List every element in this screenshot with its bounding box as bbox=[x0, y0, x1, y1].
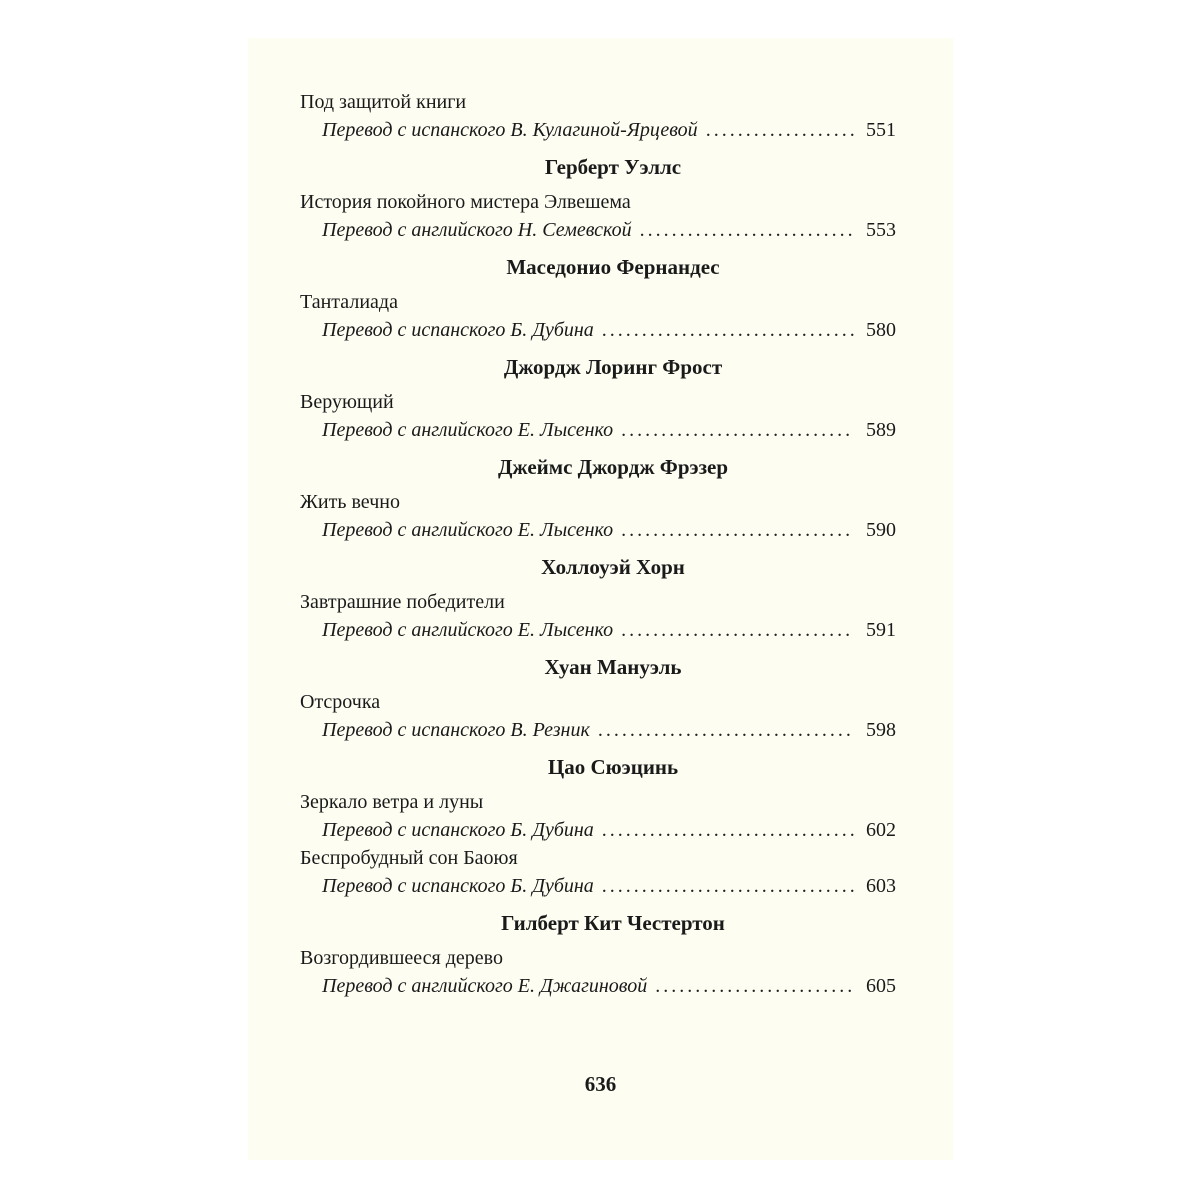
toc-entry-line bbox=[300, 416, 896, 444]
toc-author-heading: Цао Сюэцинь bbox=[547, 755, 679, 779]
dot-leader bbox=[706, 116, 854, 144]
toc-entry-line bbox=[300, 816, 896, 844]
toc-entry-line bbox=[300, 616, 896, 644]
toc-entry-page: 580 bbox=[866, 319, 896, 341]
toc-entry-line bbox=[300, 516, 896, 544]
dot-leader bbox=[602, 316, 854, 344]
toc-entry-page: 598 bbox=[866, 719, 896, 741]
toc-entry-translator: Перевод с английского Е. Лысенко bbox=[322, 419, 614, 441]
toc-entry-translator: Перевод с испанского В. Кулагиной-Ярцевой bbox=[322, 119, 698, 141]
toc-author-heading: Джеймс Джордж Фрэзер bbox=[497, 455, 729, 479]
toc-entry-page: 551 bbox=[866, 119, 896, 141]
toc-entry-title: Завтрашние победители bbox=[300, 591, 505, 613]
toc-entry-title: Отсрочка bbox=[300, 691, 381, 713]
toc-entry-page: 591 bbox=[866, 619, 896, 641]
toc-entry-title: Танталиада bbox=[300, 291, 398, 313]
dot-leader bbox=[621, 516, 854, 544]
dot-leader bbox=[602, 816, 854, 844]
toc-entry-page: 602 bbox=[866, 819, 896, 841]
dot-leader bbox=[602, 872, 854, 900]
dot-leader bbox=[655, 972, 854, 1000]
toc-author-heading: Гилберт Кит Честертон bbox=[501, 911, 725, 935]
toc-entry-translator: Перевод с английского Е. Лысенко bbox=[322, 619, 614, 641]
dot-leader bbox=[621, 616, 854, 644]
toc-entry-title: Под защитой книги bbox=[300, 91, 467, 113]
toc-author-heading: Хуан Мануэль bbox=[544, 655, 682, 679]
toc-entry-page: 590 bbox=[866, 519, 896, 541]
dot-leader bbox=[640, 216, 854, 244]
toc-author-heading: Джордж Лоринг Фрост bbox=[503, 355, 723, 379]
toc-entry-translator: Перевод с испанского Б. Дубина bbox=[322, 875, 594, 897]
toc-entry-title: История покойного мистера Элвешема bbox=[300, 191, 631, 213]
toc-entry-line bbox=[300, 116, 896, 144]
toc-entry-line bbox=[300, 216, 896, 244]
toc-entry-line bbox=[300, 716, 896, 744]
page-number: 636 bbox=[584, 1072, 617, 1096]
toc-author-heading: Герберт Уэллс bbox=[544, 155, 682, 179]
toc-entry-translator: Перевод с английского Е. Лысенко bbox=[322, 519, 614, 541]
toc-entry-title: Зеркало ветра и луны bbox=[300, 791, 484, 813]
toc-entry-line bbox=[300, 316, 896, 344]
toc-entry-translator: Перевод с испанского Б. Дубина bbox=[322, 319, 594, 341]
toc-author-heading: Маседонио Фернандес bbox=[506, 255, 720, 279]
dot-leader bbox=[598, 716, 854, 744]
toc-author-heading: Холлоуэй Хорн bbox=[541, 555, 685, 579]
toc-entry-translator: Перевод с испанского В. Резник bbox=[322, 719, 590, 741]
toc-entry-line bbox=[300, 972, 896, 1000]
toc-entry-title: Беспробудный сон Баоюя bbox=[300, 847, 518, 869]
toc-entry-line bbox=[300, 872, 896, 900]
table-of-contents bbox=[300, 88, 896, 1000]
toc-entry-page: 603 bbox=[866, 875, 896, 897]
toc-entry-title: Возгордившееся дерево bbox=[300, 947, 503, 969]
toc-entry-translator: Перевод с английского Н. Семевской bbox=[322, 219, 632, 241]
book-page bbox=[248, 38, 953, 1160]
dot-leader bbox=[621, 416, 854, 444]
toc-entry-title: Жить вечно bbox=[300, 491, 400, 513]
toc-entry-translator: Перевод с испанского Б. Дубина bbox=[322, 819, 594, 841]
toc-entry-title: Верующий bbox=[300, 391, 394, 413]
toc-entry-page: 605 bbox=[866, 975, 896, 997]
toc-entry-page: 589 bbox=[866, 419, 896, 441]
toc-entry-translator: Перевод с английского Е. Джагиновой bbox=[322, 975, 648, 997]
toc-entry-page: 553 bbox=[866, 219, 896, 241]
